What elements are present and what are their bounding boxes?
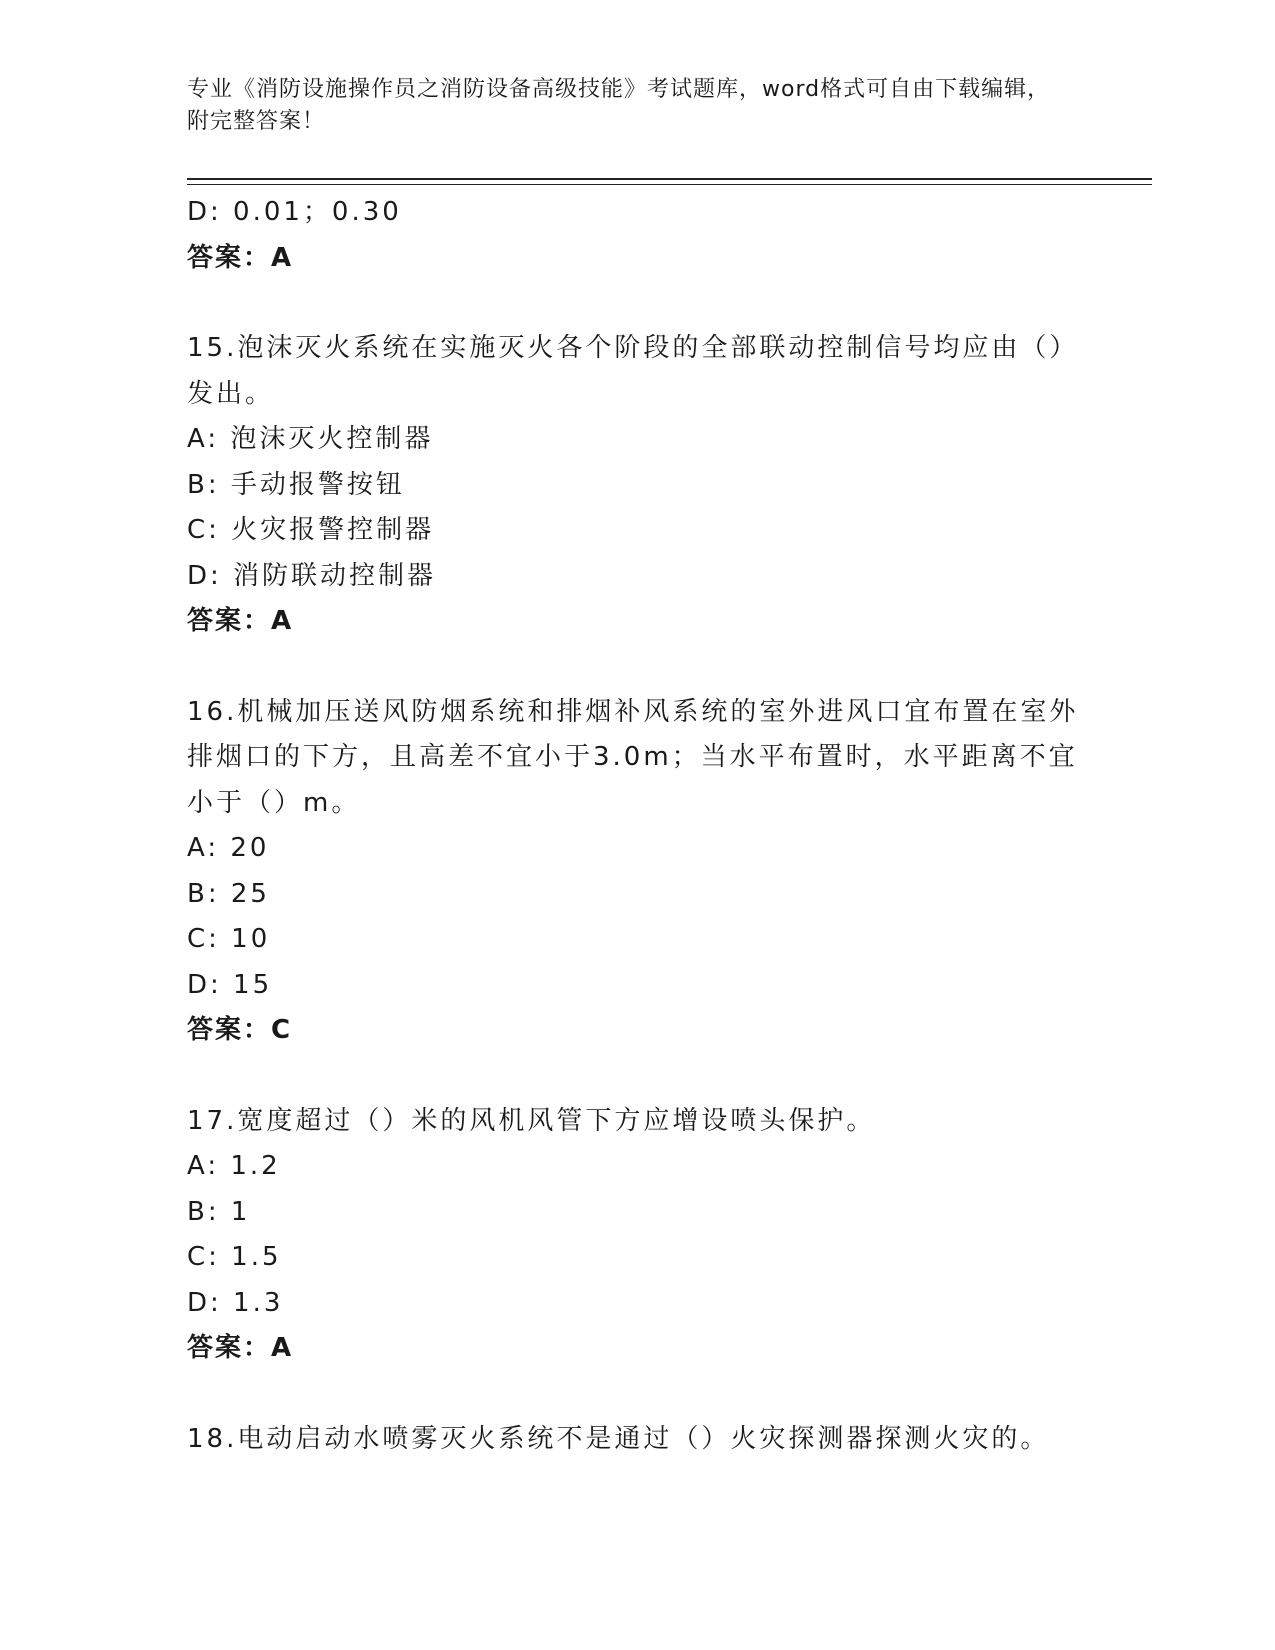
header-divider-thin (187, 184, 1152, 185)
option-b: B: 1 (187, 1196, 251, 1227)
question-text-line: 16.机械加压送风防烟系统和排烟补风系统的室外进风口宜布置在室外 (187, 696, 1079, 727)
question-list (187, 190, 1107, 1462)
spacer (187, 281, 1107, 326)
option-a: A: 1.2 (187, 1151, 281, 1181)
question-text-line: 发出。 (187, 378, 275, 409)
option-b: B: 手动报警按钮 (187, 469, 405, 500)
option-c: C: 火灾报警控制器 (187, 515, 435, 545)
answer-line: 答案：A (187, 606, 294, 636)
option-a: A: 20 (187, 833, 270, 863)
question-text-line: 18.电动启动水喷雾灭火系统不是通过（）火灾探测器探测火灾的。 (187, 1423, 1050, 1454)
question-text-line: 排烟口的下方，且高差不宜小于3.0m；当水平布置时，水平距离不宜 (187, 742, 1078, 772)
option-c: C: 10 (187, 924, 271, 954)
spacer (187, 645, 1107, 690)
answer-line: 答案：C (187, 1015, 293, 1045)
option-d: D: 1.3 (187, 1287, 284, 1318)
option-d: D: 0.01；0.30 (187, 197, 402, 227)
question-16 (187, 690, 1107, 1054)
answer-line: 答案：A (187, 1333, 294, 1363)
question-text-line: 小于（）m。 (187, 787, 361, 818)
answer-line: 答案：A (187, 242, 294, 273)
option-c: C: 1.5 (187, 1242, 282, 1272)
spacer (187, 1372, 1107, 1417)
question-text-line: 17.宽度超过（）米的风机风管下方应增设喷头保护。 (187, 1105, 876, 1136)
option-d: D: 消防联动控制器 (187, 560, 437, 591)
option-a: A: 泡沫灭火控制器 (187, 424, 434, 454)
question-text-line: 15.泡沫灭火系统在实施灭火各个阶段的全部联动控制信号均应由（） (187, 333, 1079, 363)
document-header: 专业《消防设施操作员之消防设备高级技能》考试题库，word格式可自由下载编辑，附完整答案！ (187, 77, 1051, 134)
question-17 (187, 1099, 1107, 1372)
question-15 (187, 326, 1107, 645)
option-b: B: 25 (187, 878, 270, 909)
option-d: D: 15 (187, 969, 273, 1000)
spacer (187, 1054, 1107, 1099)
header-divider-thick (187, 178, 1152, 180)
question-18 (187, 1417, 1107, 1463)
